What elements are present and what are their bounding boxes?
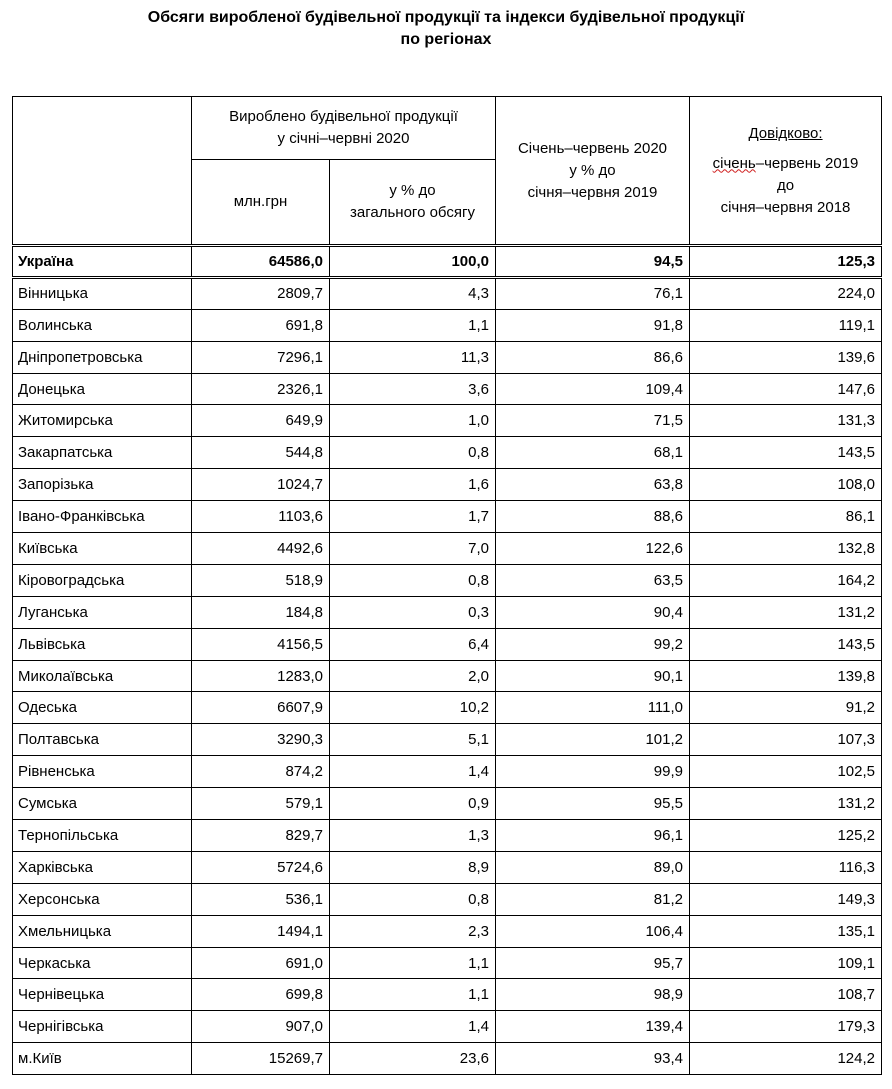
table-row: [13, 915, 882, 947]
index-2019-value: 164,2: [690, 564, 882, 596]
index-2020-value: 88,6: [496, 501, 690, 533]
pct-total-value: 1,0: [330, 405, 496, 437]
index-2020-value: 96,1: [496, 820, 690, 852]
index-2019-value: 143,5: [690, 628, 882, 660]
index-2019-value: 149,3: [690, 883, 882, 915]
table-row: [13, 1011, 882, 1043]
region-name: Київська: [13, 533, 192, 565]
index-2020-value: 63,5: [496, 564, 690, 596]
index-2020-value: 76,1: [496, 277, 690, 309]
table-row: [13, 373, 882, 405]
region-name: м.Київ: [13, 1043, 192, 1075]
index-2020-value: 139,4: [496, 1011, 690, 1043]
pct-total-value: 0,8: [330, 883, 496, 915]
pct-total-value: 1,6: [330, 469, 496, 501]
index-2020-value: 89,0: [496, 851, 690, 883]
mln-uah-value: 1494,1: [192, 915, 330, 947]
mln-uah-value: 2809,7: [192, 277, 330, 309]
index-2019-value: 131,2: [690, 596, 882, 628]
table-row: [13, 788, 882, 820]
table-row: [13, 724, 882, 756]
region-name: Чернігівська: [13, 1011, 192, 1043]
index-2020-value: 99,2: [496, 628, 690, 660]
pct-total-value: 1,4: [330, 1011, 496, 1043]
table-row: [13, 533, 882, 565]
index-2019-value: 125,3: [690, 246, 882, 278]
header-mln-uah: млн.грн: [192, 160, 330, 246]
index-2019-value: 131,3: [690, 405, 882, 437]
index-2019-value: 116,3: [690, 851, 882, 883]
region-name: Дніпропетровська: [13, 341, 192, 373]
mln-uah-value: 579,1: [192, 788, 330, 820]
index-2019-value: 224,0: [690, 277, 882, 309]
table-row: [13, 660, 882, 692]
pct-total-value: 2,3: [330, 915, 496, 947]
pct-total-value: 11,3: [330, 341, 496, 373]
header-pct-total: у % до загального обсягу: [330, 160, 496, 246]
table-row: [13, 628, 882, 660]
table-row: [13, 979, 882, 1011]
title-line-1: Обсяги виробленої будівельної продукції та індекси будівельної продукції: [147, 9, 745, 26]
header-jan-jun-2020-index: Січень–червень 2020 у % до січня–червня 2019: [496, 97, 690, 246]
region-name: Закарпатська: [13, 437, 192, 469]
pct-total-value: 100,0: [330, 246, 496, 278]
index-2019-value: 139,6: [690, 341, 882, 373]
index-2019-value: 102,5: [690, 756, 882, 788]
table-row: [13, 692, 882, 724]
table-row: [13, 756, 882, 788]
mln-uah-value: 15269,7: [192, 1043, 330, 1075]
mln-uah-value: 536,1: [192, 883, 330, 915]
table-row: [13, 883, 882, 915]
mln-uah-value: 4492,6: [192, 533, 330, 565]
region-name: Харківська: [13, 851, 192, 883]
region-name: Черкаська: [13, 947, 192, 979]
region-name: Львівська: [13, 628, 192, 660]
mln-uah-value: 518,9: [192, 564, 330, 596]
index-2019-value: 109,1: [690, 947, 882, 979]
mln-uah-value: 7296,1: [192, 341, 330, 373]
mln-uah-value: 1024,7: [192, 469, 330, 501]
index-2019-value: 124,2: [690, 1043, 882, 1075]
index-2020-value: 63,8: [496, 469, 690, 501]
index-2020-value: 71,5: [496, 405, 690, 437]
pct-total-value: 1,1: [330, 309, 496, 341]
region-name: Луганська: [13, 596, 192, 628]
index-2020-value: 90,1: [496, 660, 690, 692]
mln-uah-value: 829,7: [192, 820, 330, 852]
header-region: [13, 97, 192, 246]
index-2019-value: 147,6: [690, 373, 882, 405]
pct-total-value: 5,1: [330, 724, 496, 756]
region-name: Сумська: [13, 788, 192, 820]
mln-uah-value: 691,8: [192, 309, 330, 341]
index-2020-value: 101,2: [496, 724, 690, 756]
table-row: [13, 1043, 882, 1075]
title-line-2: по регіонах: [400, 31, 492, 48]
mln-uah-value: 1283,0: [192, 660, 330, 692]
regional-data-table: [12, 96, 882, 1075]
reference-label: Довідково:: [748, 124, 823, 142]
pct-total-value: 1,1: [330, 979, 496, 1011]
pct-total-value: 1,3: [330, 820, 496, 852]
index-2019-value: 135,1: [690, 915, 882, 947]
table-row: [13, 341, 882, 373]
pct-total-value: 0,9: [330, 788, 496, 820]
index-2019-value: 91,2: [690, 692, 882, 724]
pct-total-value: 1,4: [330, 756, 496, 788]
header-reference-2019: Довідково: січень–червень 2019 до січня–червня 2018: [690, 97, 882, 246]
table-row: [13, 947, 882, 979]
table-body: [13, 246, 882, 1075]
pct-total-value: 8,9: [330, 851, 496, 883]
mln-uah-value: 6607,9: [192, 692, 330, 724]
pct-total-value: 10,2: [330, 692, 496, 724]
mln-uah-value: 649,9: [192, 405, 330, 437]
index-2020-value: 111,0: [496, 692, 690, 724]
header-produced-group: Вироблено будівельної продукції у січні–червні 2020: [192, 97, 496, 160]
index-2019-value: 179,3: [690, 1011, 882, 1043]
index-2019-value: 86,1: [690, 501, 882, 533]
pct-total-value: 2,0: [330, 660, 496, 692]
index-2020-value: 95,5: [496, 788, 690, 820]
index-2019-value: 139,8: [690, 660, 882, 692]
region-name: Кіровоградська: [13, 564, 192, 596]
mln-uah-value: 184,8: [192, 596, 330, 628]
index-2020-value: 94,5: [496, 246, 690, 278]
mln-uah-value: 5724,6: [192, 851, 330, 883]
index-2020-value: 68,1: [496, 437, 690, 469]
region-name: Житомирська: [13, 405, 192, 437]
mln-uah-value: 874,2: [192, 756, 330, 788]
region-name: Одеська: [13, 692, 192, 724]
pct-total-value: 23,6: [330, 1043, 496, 1075]
index-2020-value: 93,4: [496, 1043, 690, 1075]
mln-uah-value: 2326,1: [192, 373, 330, 405]
index-2020-value: 90,4: [496, 596, 690, 628]
table-row: [13, 246, 882, 278]
index-2020-value: 109,4: [496, 373, 690, 405]
mln-uah-value: 691,0: [192, 947, 330, 979]
mln-uah-value: 64586,0: [192, 246, 330, 278]
region-name: Вінницька: [13, 277, 192, 309]
index-2020-value: 99,9: [496, 756, 690, 788]
region-name: Донецька: [13, 373, 192, 405]
table-row: [13, 564, 882, 596]
index-2020-value: 91,8: [496, 309, 690, 341]
index-2020-value: 95,7: [496, 947, 690, 979]
region-name: Івано-Франківська: [13, 501, 192, 533]
table-row: [13, 596, 882, 628]
index-2019-value: 119,1: [690, 309, 882, 341]
index-2020-value: 98,9: [496, 979, 690, 1011]
index-2019-value: 108,0: [690, 469, 882, 501]
pct-total-value: 0,8: [330, 564, 496, 596]
pct-total-value: 1,1: [330, 947, 496, 979]
table-row: [13, 851, 882, 883]
region-name: Чернівецька: [13, 979, 192, 1011]
region-name: Рівненська: [13, 756, 192, 788]
mln-uah-value: 4156,5: [192, 628, 330, 660]
region-name: Україна: [13, 246, 192, 278]
index-2019-value: 143,5: [690, 437, 882, 469]
region-name: Тернопільська: [13, 820, 192, 852]
pct-total-value: 6,4: [330, 628, 496, 660]
index-2020-value: 122,6: [496, 533, 690, 565]
pct-total-value: 3,6: [330, 373, 496, 405]
index-2019-value: 131,2: [690, 788, 882, 820]
mln-uah-value: 699,8: [192, 979, 330, 1011]
pct-total-value: 1,7: [330, 501, 496, 533]
table-row: [13, 820, 882, 852]
index-2019-value: 108,7: [690, 979, 882, 1011]
region-name: Херсонська: [13, 883, 192, 915]
region-name: Запорізька: [13, 469, 192, 501]
table-row: [13, 309, 882, 341]
table-row: [13, 501, 882, 533]
index-2020-value: 106,4: [496, 915, 690, 947]
pct-total-value: 0,3: [330, 596, 496, 628]
index-2019-value: 107,3: [690, 724, 882, 756]
region-name: Хмельницька: [13, 915, 192, 947]
pct-total-value: 0,8: [330, 437, 496, 469]
table-row: [13, 405, 882, 437]
mln-uah-value: 1103,6: [192, 501, 330, 533]
pct-total-value: 4,3: [330, 277, 496, 309]
mln-uah-value: 907,0: [192, 1011, 330, 1043]
region-name: Миколаївська: [13, 660, 192, 692]
page-title: [0, 0, 892, 51]
index-2020-value: 86,6: [496, 341, 690, 373]
mln-uah-value: 3290,3: [192, 724, 330, 756]
pct-total-value: 7,0: [330, 533, 496, 565]
index-2019-value: 125,2: [690, 820, 882, 852]
table-row: [13, 469, 882, 501]
table-row: [13, 437, 882, 469]
region-name: Волинська: [13, 309, 192, 341]
region-name: Полтавська: [13, 724, 192, 756]
table-row: [13, 277, 882, 309]
mln-uah-value: 544,8: [192, 437, 330, 469]
index-2019-value: 132,8: [690, 533, 882, 565]
index-2020-value: 81,2: [496, 883, 690, 915]
